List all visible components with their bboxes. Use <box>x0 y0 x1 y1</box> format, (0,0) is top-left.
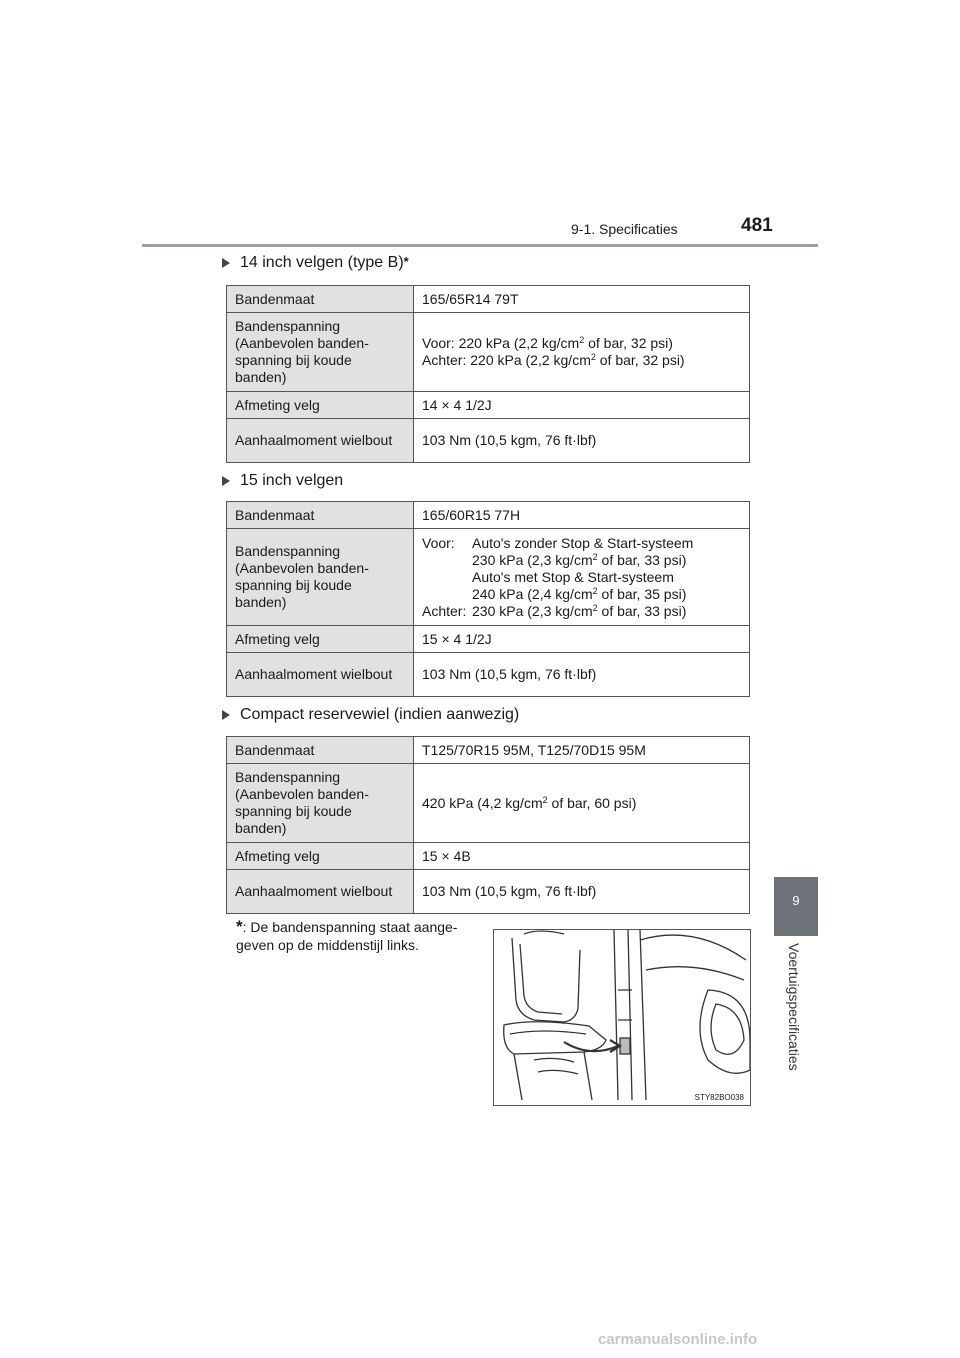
table-row <box>227 529 750 626</box>
table-row <box>227 419 750 463</box>
pressure-grid <box>422 535 741 620</box>
triangle-bullet-icon <box>222 476 230 486</box>
row-value <box>414 313 750 392</box>
figure-code: STY82BO038 <box>694 1093 744 1102</box>
pressure-rear: Achter: 220 kPa (2,2 $kg/cm^2$ of bar, 32 psi) <box>422 352 685 368</box>
front-pressure-2: 240 kPa (2,4 $kg/cm^2$ of bar, 35 psi) <box>472 585 687 602</box>
row-value: 103 Nm (10,5 kgm, 76 ft·lbf) <box>414 653 750 697</box>
section-heading-15-inch <box>222 472 343 490</box>
front-pressure-1: 230 kPa (2,3 $kg/cm^2$ of bar, 33 psi) <box>472 551 687 568</box>
page-number: 481 <box>741 215 773 236</box>
heading-text: 14 inch velgen (type B) <box>240 254 404 271</box>
row-label: Aanhaalmoment wielbout <box>227 653 414 697</box>
row-label: Bandenspanning (Aanbevolen banden-spanning bij koude banden) <box>227 764 414 843</box>
section-title: 9-1. Specificaties <box>571 221 678 237</box>
spec-table-compact-spare <box>226 736 750 914</box>
rear-pressure: 230 kPa (2,3 $kg/cm^2$ of bar, 33 psi) <box>472 602 687 619</box>
row-value: 165/60R15 77H <box>414 502 750 529</box>
rear-label: Achter: <box>422 602 467 619</box>
row-label: Afmeting velg <box>227 843 414 870</box>
row-label: Bandenspanning (Aanbevolen banden-spanning bij koude banden) <box>227 313 414 392</box>
table-row <box>227 737 750 764</box>
footnote <box>236 918 484 954</box>
footnote-star: * <box>236 917 243 936</box>
triangle-bullet-icon <box>222 710 230 720</box>
row-value <box>414 529 750 626</box>
front-without-stop-start: Auto's zonder Stop & Start-systeem <box>472 534 694 551</box>
row-value: 103 Nm (10,5 kgm, 76 ft·lbf) <box>414 419 750 463</box>
table-row <box>227 870 750 914</box>
row-value: 15 × 4B <box>414 843 750 870</box>
row-value: 14 × 4 1/2J <box>414 392 750 419</box>
section-heading-14-inch-type-b <box>222 254 409 272</box>
triangle-bullet-icon <box>222 258 230 268</box>
row-value: 165/65R14 79T <box>414 286 750 313</box>
chapter-tab: 9 <box>774 877 818 936</box>
row-label: Afmeting velg <box>227 392 414 419</box>
table-row <box>227 286 750 313</box>
row-label: Aanhaalmoment wielbout <box>227 419 414 463</box>
table-row <box>227 653 750 697</box>
table-row <box>227 502 750 529</box>
row-label: Bandenmaat <box>227 737 414 764</box>
watermark: carmanualsonline.info <box>598 1331 758 1348</box>
table-row <box>227 626 750 653</box>
section-heading-compact-spare <box>222 706 519 724</box>
car-door-drawing <box>494 930 750 1105</box>
table-row <box>227 392 750 419</box>
row-label: Bandenmaat <box>227 502 414 529</box>
row-label: Bandenspanning (Aanbevolen banden-spanning bij koude banden) <box>227 529 414 626</box>
door-pillar-illustration <box>493 929 751 1106</box>
row-value <box>414 764 750 843</box>
chapter-label: Voertuigspecificaties <box>786 943 802 1071</box>
pressure-spare: 420 kPa (4,2 $kg/cm^2$ of bar, 60 psi) <box>422 794 637 811</box>
table-row <box>227 313 750 392</box>
spec-table-15-inch <box>226 501 750 697</box>
spec-table-14-inch-type-b <box>226 285 750 463</box>
header-divider <box>142 244 818 247</box>
footnote-mark: * <box>403 254 409 269</box>
front-with-stop-start: Auto's met Stop & Start-systeem <box>472 568 674 585</box>
row-label: Afmeting velg <box>227 626 414 653</box>
heading-text: Compact reservewiel (indien aanwezig) <box>240 706 520 723</box>
pressure-front: Voor: 220 kPa (2,2 $kg/cm^2$ of bar, 32 psi) <box>422 335 673 351</box>
heading-text: 15 inch velgen <box>240 472 344 489</box>
table-row <box>227 843 750 870</box>
front-label: Voor: <box>422 534 455 551</box>
table-row <box>227 764 750 843</box>
row-label: Aanhaalmoment wielbout <box>227 870 414 914</box>
footnote-text: : De bandenspanning staat aange-geven op de middenstijl links. <box>236 919 458 953</box>
row-value: 103 Nm (10,5 kgm, 76 ft·lbf) <box>414 870 750 914</box>
row-value: 15 × 4 1/2J <box>414 626 750 653</box>
row-label: Bandenmaat <box>227 286 414 313</box>
row-value: T125/70R15 95M, T125/70D15 95M <box>414 737 750 764</box>
